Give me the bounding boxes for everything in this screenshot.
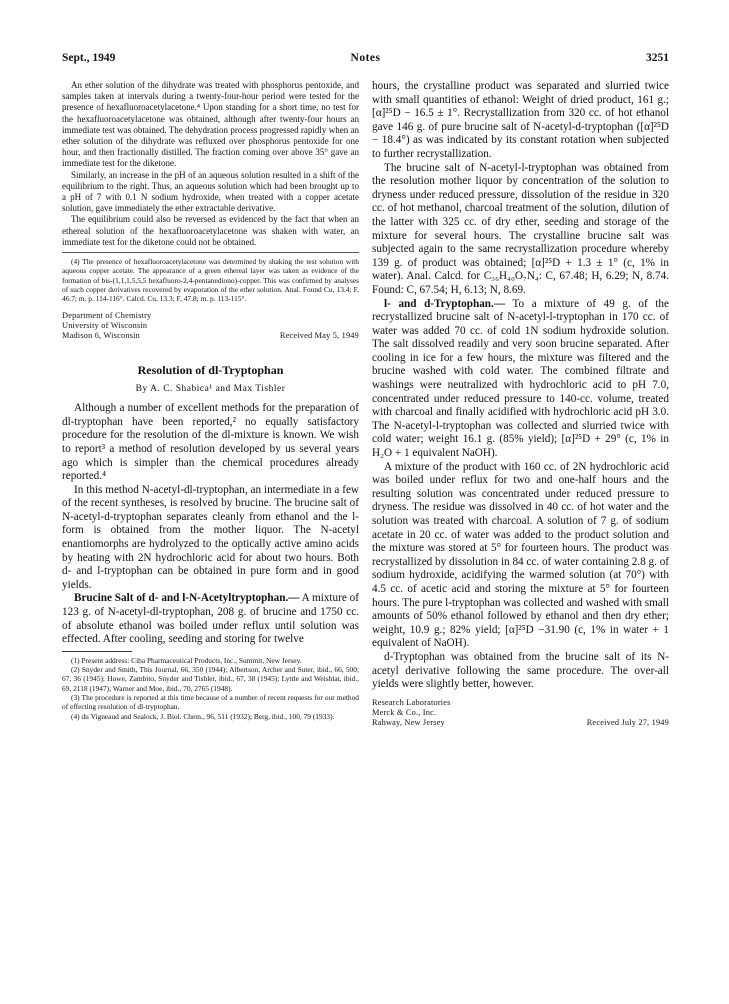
section-text: A mixture of 123 g. of N-acetyl-dl-tryptophan, 208 g. of brucine and 1750 cc. of absolute ethanol was boiled under reflux until solution was effected. After cooling, seeding and storing for twelve [62, 592, 360, 646]
address-line: Department of Chemistry [62, 310, 152, 320]
paragraph: An ether solution of the dihydrate was treated with phosphorus pentoxide, and samples taken at intervals during a twenty-four-hour period were tested for the presence of hexafluoroacetylacetone.⁴ Upon standing for a short time, no test for the hexafluoroacetylacetone was obtained, although after twenty-four hours an immediate test was obtained. The dehydration process progressed rapidly when an ether solution of the dihydrate was refluxed over phosphorus pentoxide for one hour, and then fractionally distilled. The fraction coming over above 35° gave an immediate test for the diketone. [62, 80, 359, 169]
footnote: (4) The presence of hexafluoroacetylacetone was determined by shaking the test solution with aqueous copper acetate. The appearance of a green ethereal layer was taken as evidence of the formation of bis-(1,1,1,5,5,5 hexafluoro-2,4-pentanediono)-copper. This was confirmed by analyses of such copper derivatives recovered by evaporation of the ether solution. Anal. Found Cu, 13.4; F, 46.7; m. p. 114-116°. Calcd. Cu, 13.3; F, 47.8; m. p. 113-115°. [62, 257, 359, 304]
received-date: Received July 27, 1949 [586, 718, 669, 728]
footnote: (4) du Vigneaud and Sealock, J. Biol. Chem., 96, 511 (1932); Berg, ibid., 100, 79 (1933). [71, 711, 335, 721]
section-text: To a mixture of 49 g. of the recrystallized brucine salt of N-acetyl-l-tryptophan in 170 cc. of water was added 70 cc. of cold 1N sodium hydroxide solution. The salt dissolved readily and very soon brucine separated. After cooling in ice for a few hours, the mixture was filtered and the brucine washed with cold water. The combined filtrate and washings were neutralized with hydrochloric acid to pH 7.0, concentrated under reduced pressure to 140-cc. volume, treated with charcoal and finally acidified with hydrochloric acid pH 3.0. The N-acetyl-l-tryptophan was collected and slurried twice with cold water; weight 16.1 g. (85% yield); [α]²⁵D + 29° (c, 1% in H₂O + 1 equivalent NaOH). [372, 297, 669, 460]
paragraph [62, 592, 359, 646]
address-line: Merck & Co., Inc. [372, 707, 437, 717]
paragraph: The equilibrium could also be reversed as evidenced by the fact that when an ethereal solution of the hexafluoroacetylacetone was shaken with water, an immediate test for the diketone could not be obtained. [62, 214, 359, 247]
paragraph: Similarly, an increase in the pH of an aqueous solution resulted in a shift of the equilibrium to the right. Thus, an aqueous solution which had been brought up to a pH of 7 with 0.1 N sodium hydroxide, when treated with a copper acetate solution, gave immediately the ether extractable derivative. [62, 169, 359, 214]
header-page-number: 3251 [646, 52, 669, 64]
address-line: University of Wisconsin [62, 320, 148, 330]
section-heading: l- and d-Tryptophan.— [384, 297, 506, 310]
article-byline: By A. C. Shabica¹ and Max Tishler [135, 384, 286, 395]
article-footnotes [62, 656, 359, 721]
right-column [372, 80, 669, 728]
footnote: (2) Snyder and Smith, This Journal, 66, 350 (1944); Albertson, Archer and Suter, ibid., 66, 500; 67, 36 (1945); Howe, Zambito, Snyder and Tishler, ibid., 67, 38 (1945); Lyttle and Weisblat, ibid., 69, 2118 (1947); Warner and Moe, ibid., 70, 2765 (1948). [62, 665, 359, 693]
header-date: Sept., 1949 [62, 52, 116, 64]
paragraph [372, 298, 669, 461]
previous-article-footnote [62, 257, 359, 303]
footnote: (3) The procedure is reported at this time because of a number of recent requests for our method of effecting resolution of dl-tryptophan. [62, 693, 359, 712]
paragraph: In this method N-acetyl-dl-tryptophan, an intermediate in a few of the recent syntheses, is resolved by brucine. The brucine salt of N-acetyl-d-tryptophan separates cleanly from ethanol and the l- form is obtained from the mother liquor. The N-acetyl enantiomorphs are hydrolyzed to the optically active amino acids by heating with 2N hydrochloric acid for about two hours. Both d- and l-tryptophan can be obtained in pure form and in good yields. [62, 483, 359, 591]
footnote-divider [62, 252, 359, 253]
paragraph: d-Tryptophan was obtained from the brucine salt of its N-acetyl derivative following the same procedure. The over-all yields were slightly better, however. [372, 650, 669, 691]
left-column [62, 80, 359, 721]
header-section: Notes [350, 52, 381, 64]
paragraph: A mixture of the product with 160 cc. of 2N hydrochloric acid was boiled under reflux for two and one-half hours and the resulting solution was concentrated under reduced pressure to dryness. The residue was dissolved in 40 cc. of hot water and the solution was treated with charcoal. A solution of 7 g. of sodium acetate in 20 cc. of water was added to the product solution and the mixture was stored at 5° for fourteen hours. The product was recrystallized by dissolution in 84 cc. of water containing 2.8 g. of sodium hydroxide, acidifying the warmed solution (at 70°) with 4.5 cc. of acetic acid and storing the mixture at 5° for fourteen hours. The pure l-tryptophan was collected and washed with small amounts of 50% ethanol followed by ethanol and then dry ether; weight, 10.9 g.; 82% yield; [α]²⁵D −31.90 (c, 1% in water + 1 equivalent of NaOH). [372, 460, 670, 650]
paragraph: hours, the crystalline product was separated and slurried twice with small quantities of ethanol: Weight of dried product, 161 g.; [α]²⁵D − 16.5 ± 1°. Recrystallization from 320 cc. of hot ethanol gave 146 g. of pure brucine salt of N-acetyl-d-tryptophan ([α]²⁵D − 18.4°) as was indicated by its constant rotation when subjected to further recrystallization. [372, 80, 669, 160]
address-line: Rahway, New Jersey [372, 718, 445, 728]
article-body-left [62, 402, 359, 647]
paragraph: The brucine salt of N-acetyl-l-tryptophan was obtained from the resolution mother liquor by concentration of the solution to dryness under reduced pressure, dissolution of the residue in 320 cc. of hot methanol, charcoal treatment of the solution, dilution of the latter with 325 cc. of dry ether, seeding and storage of the mixture for several hours. The crystalline brucine salt was subjected again to the same recrystallization procedure whereby 139 g. of product was obtained; [α]²⁵D + 1.3 ± 1° (c, 1% in water). Anal. Calcd. for C₃₆H₄₀O₇N₄: C, 67.48; H, 6.29; N, 8.74. Found: C, 67.54; H, 6.13; N, 8.69. [372, 161, 669, 296]
received-date: Received May 5, 1949 [279, 330, 359, 340]
footnote: (1) Present address: Ciba Pharmaceutical Products, Inc., Summit, New Jersey. [71, 655, 302, 665]
previous-article-tail [62, 80, 359, 248]
paragraph: Although a number of excellent methods for the preparation of dl-tryptophan have been reported,² no equally satisfactory procedure for the resolution of the dl-mixture is known. We wish to report³ a method of resolution developed by us several years ago which is simpler than the chemical procedures already reported.⁴ [62, 402, 359, 483]
footnote-divider [62, 651, 132, 652]
article-body-right [372, 80, 669, 692]
article-address [372, 698, 669, 729]
previous-article-address [62, 311, 359, 342]
article-title: Resolution of dl-Tryptophan [137, 363, 284, 378]
section-heading: Brucine Salt of d- and l-N-Acetyltryptophan.— [74, 592, 300, 605]
address-line: Research Laboratories [372, 697, 451, 707]
address-line: Madison 6, Wisconsin [62, 330, 140, 340]
